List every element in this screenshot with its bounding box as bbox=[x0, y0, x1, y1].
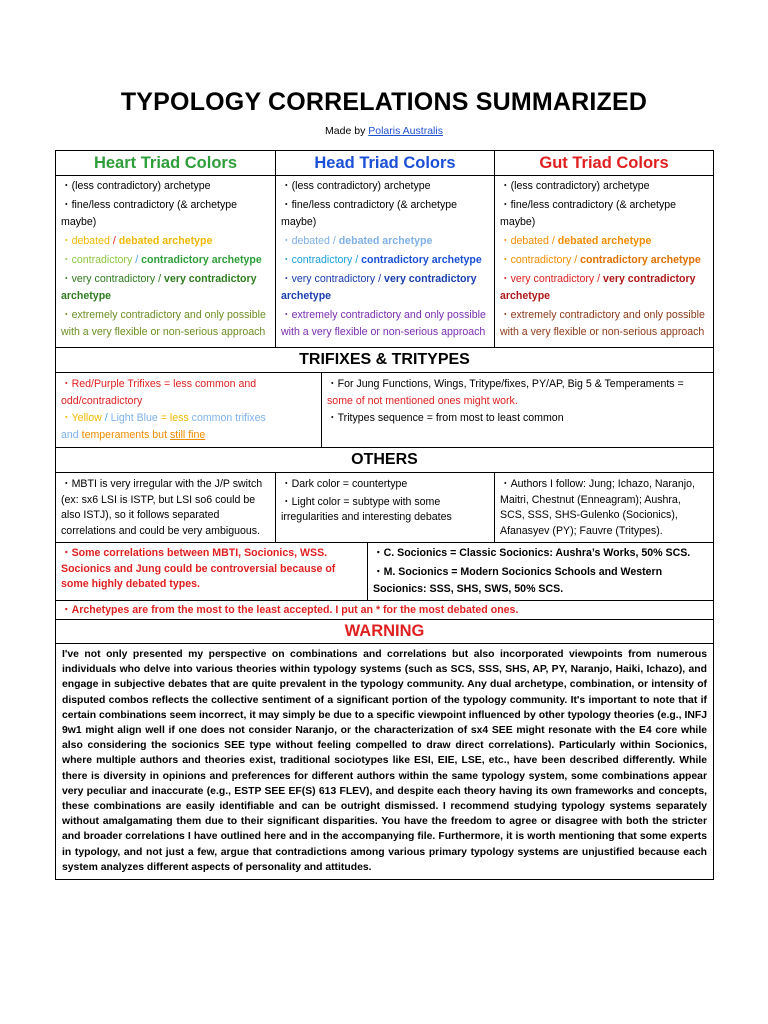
list-item: ・extremely contradictory and only possible with a very flexible or non-serious approach bbox=[500, 309, 705, 338]
trifixes-yellow-note: ・Yellow / Light Blue = less common trifixes and temperaments but still fine bbox=[61, 412, 266, 441]
head-triad-cell bbox=[276, 176, 495, 347]
list-item: ・(less contradictory) archetype bbox=[500, 180, 650, 192]
byline bbox=[0, 125, 768, 137]
trifixes-red-note: ・Red/Purple Trifixes = less common and odd/contradictory bbox=[61, 378, 257, 407]
gut-triad-header: Gut Triad Colors bbox=[539, 154, 669, 172]
author-link[interactable]: Polaris Australis bbox=[368, 125, 443, 137]
warning-header: WARNING bbox=[344, 622, 425, 640]
authors-cell: ・Authors I follow: Jung; Ichazo, Naranjo, Maitri, Chestnut (Enneagram); Aushra, SCS, SSS, SHS-Gulenko (Socionics), Afanasyev (PY); Fauvre (Tritypes). bbox=[500, 478, 695, 537]
archetypes-note: ・Archetypes are from the most to the least accepted. I put an * for the most debated ones. bbox=[61, 604, 519, 616]
list-item: ・fine/less contradictory (& archetype maybe) bbox=[500, 199, 677, 228]
archetypes-row bbox=[56, 601, 713, 620]
jung-functions-note: ・For Jung Functions, Wings, Tritype/fixes, PY/AP, Big 5 & Temperaments = some of not mentioned ones might work. bbox=[327, 378, 684, 407]
gut-triad-cell bbox=[495, 176, 713, 347]
heart-triad-cell bbox=[56, 176, 276, 347]
list-item: ・(less contradictory) archetype bbox=[61, 180, 211, 192]
summary-table bbox=[55, 150, 714, 880]
list-item: ・fine/less contradictory (& archetype maybe) bbox=[61, 199, 238, 228]
modern-socionics-note: ・M. Socionics = Modern Socionics Schools and Western Socionics: SSS, SHS, SWS, 50% SCS. bbox=[373, 566, 663, 595]
trifixes-body-row bbox=[56, 373, 713, 448]
trifixes-left-cell bbox=[56, 373, 322, 447]
others-header: OTHERS bbox=[351, 451, 418, 468]
list-item: ・very contradictory / very contradictory archetype bbox=[281, 273, 477, 302]
trifixes-right-cell bbox=[322, 373, 713, 447]
list-item: ・contradictory / contradictory archetype bbox=[281, 254, 482, 266]
tritypes-sequence-note: ・Tritypes sequence = from most to least common bbox=[327, 412, 564, 424]
controversial-note: ・Some correlations between MBTI, Socionics, WSS. Socionics and Jung could be controversial because of some highly debated types. bbox=[56, 543, 368, 600]
mbti-note-cell: ・MBTI is very irregular with the J/P switch (ex: sx6 LSI is ISTP, but LSI so6 could be also ISTJ), so it follows separated correlations and could be very ambiguous. bbox=[56, 473, 276, 542]
triad-body-row bbox=[56, 176, 713, 348]
list-item: ・contradictory / contradictory archetype bbox=[61, 254, 262, 266]
warning-header-row bbox=[56, 620, 713, 644]
list-item: ・(less contradictory) archetype bbox=[281, 180, 431, 192]
list-item: ・debated / debated archetype bbox=[281, 235, 433, 247]
trifixes-header: TRIFIXES & TRITYPES bbox=[299, 351, 470, 368]
list-item: ・debated / debated archetype bbox=[61, 235, 213, 247]
others-columns-row bbox=[56, 473, 713, 543]
color-legend-cell bbox=[276, 473, 495, 542]
list-item: ・very contradictory / very contradictory archetype bbox=[500, 273, 696, 302]
trifixes-header-row bbox=[56, 348, 713, 373]
warning-body-row bbox=[56, 644, 713, 879]
list-item: ・extremely contradictory and only possible with a very flexible or non-serious approach bbox=[281, 309, 486, 338]
list-item: ・fine/less contradictory (& archetype maybe) bbox=[281, 199, 458, 228]
triad-header-row bbox=[56, 151, 713, 176]
light-color-note: ・Light color = subtype with some irregularities and interesting debates bbox=[281, 495, 452, 523]
head-triad-header: Head Triad Colors bbox=[276, 151, 495, 175]
dark-color-note: ・Dark color = countertype bbox=[281, 478, 408, 490]
warning-text: I've not only presented my perspective on combinations and correlations but also incorporated viewpoints from numerous individuals who delve into various theories within typology systems (such as SCS, SSS, SHS, AP, PY, Naranjo, Haiki, Ichazo), and engage in subjective debates that are quite prevalent in the typology community. Any dual archetype, combination, or intensity of disputed combos reflects the collective sentiment of a significant portion of the typology community. It's important to note that if certain combinations seem incorrect, it may simply be due to a specific viewpoint influenced by other typology theories (e.g., INFJ 9w1 might align well if one does not consider Naranjo, or the characterization of sx4 SEE might resonate with the E4 core while also considering the socionics SEE type without feeling compelled to draw direct correlations). Particularly within Socionics, where multiple authors and theories exist, traditional sociotypes like ESI, EIE, LSE, etc., have been described differently. While there is diversity in opinions and preferences for different authors within the same typology system, some combinations appear very peculiar and inaccurate (e.g., ESTP SEE EF(S) 613 FLEV), and despite each theory having its own frameworks and concepts, these combinations are easily identifiable and can be outright dismissed. I recommend studying typology systems separately without amalgamating them due to their significant disparities. You have the freedom to agree or disagree with both the stricter and broader correlations I have outlined here and in the accompanying file. Furthermore, it is worth mentioning that some experts in typology, and not just a few, argue that contradictions among various primary typology systems are unjustified because each system analyzes different aspects of personality and attitudes. bbox=[62, 649, 707, 873]
others-header-row bbox=[56, 448, 713, 473]
list-item: ・debated / debated archetype bbox=[500, 235, 652, 247]
list-item: ・extremely contradictory and only possible with a very flexible or non-serious approach bbox=[61, 309, 266, 338]
list-item: ・contradictory / contradictory archetype bbox=[500, 254, 701, 266]
page-title: TYPOLOGY CORRELATIONS SUMMARIZED bbox=[120, 88, 648, 116]
heart-triad-header: Heart Triad Colors bbox=[56, 151, 276, 175]
socionics-definitions bbox=[368, 543, 713, 600]
socionics-row bbox=[56, 543, 713, 601]
classic-socionics-note: ・C. Socionics = Classic Socionics: Aushra’s Works, 50% SCS. bbox=[373, 547, 691, 559]
byline-prefix: Made by bbox=[325, 125, 369, 137]
list-item: ・very contradictory / very contradictory archetype bbox=[61, 273, 257, 302]
